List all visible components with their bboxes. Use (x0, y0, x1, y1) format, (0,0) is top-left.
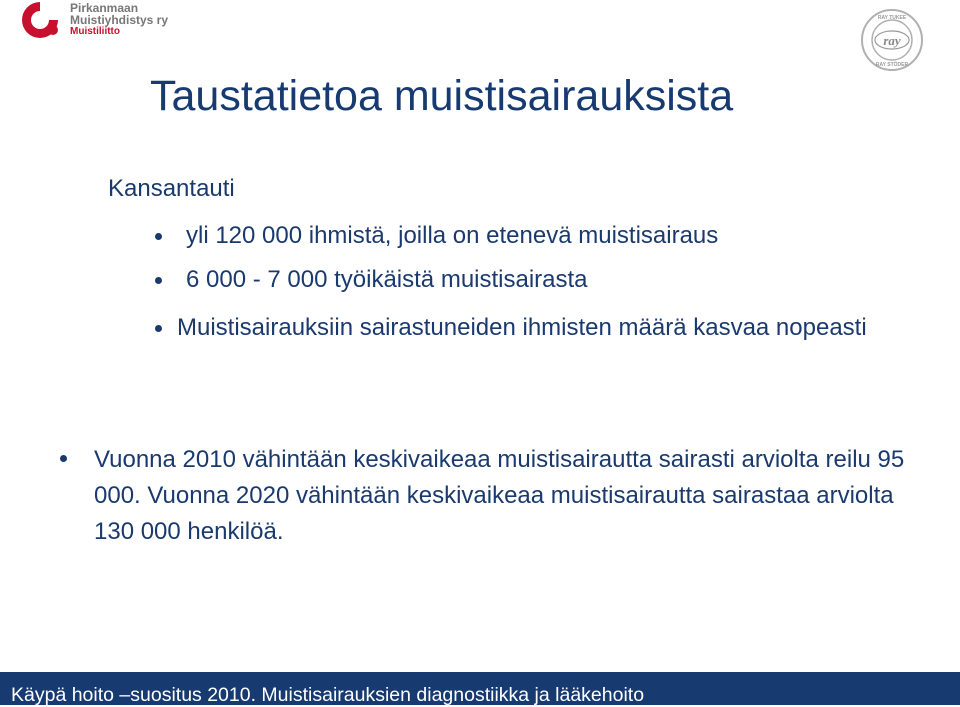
list-item (155, 218, 718, 254)
list-item (155, 310, 915, 346)
footer-bar (0, 672, 960, 705)
logo-line-1: Pirkanmaan (70, 1, 139, 15)
organization-logo (20, 0, 180, 40)
logo-line-3: Muistiliitto (70, 26, 120, 37)
ray-logo-center-text: ray (883, 33, 901, 48)
slide-title: Taustatietoa muistisairauksista (150, 72, 734, 120)
list-item-text: yli 120 000 ihmistä, joilla on etenevä muistisairaus (186, 222, 719, 249)
list-item-text: 6 000 - 7 000 työikäistä muistisairasta (186, 266, 588, 293)
ray-logo-icon (860, 8, 924, 72)
ray-logo-bottom-text: RAY STÖDER (875, 62, 909, 68)
section-label: Kansantauti (108, 175, 235, 202)
ray-logo-top-text: RAY TUKEE (877, 15, 907, 21)
bullet-icon (155, 325, 162, 332)
logo-line-2: Muistiyhdistys ry (70, 13, 169, 27)
main-bullet (60, 442, 920, 550)
bullet-icon (155, 277, 162, 284)
muistiliitto-logo-icon (20, 0, 64, 40)
list-item-text: Muistisairauksiin sairastuneiden ihmisten määrä kasvaa nopeasti (177, 314, 867, 341)
main-bullet-text: Vuonna 2010 vähintään keskivaikeaa muistisairautta sairasti arviolta reilu 95 000. Vuonna 2020 vähintään keskivaikeaa muistisairautta sairastaa arviolta 130 000 henkilöä. (94, 446, 905, 545)
footer-source-text: Käypä hoito –suositus 2010. Muistisairauksien diagnostiikka ja lääkehoito (11, 684, 645, 706)
list-item (155, 262, 588, 298)
bullet-icon (155, 233, 162, 240)
bullet-icon (60, 455, 67, 462)
